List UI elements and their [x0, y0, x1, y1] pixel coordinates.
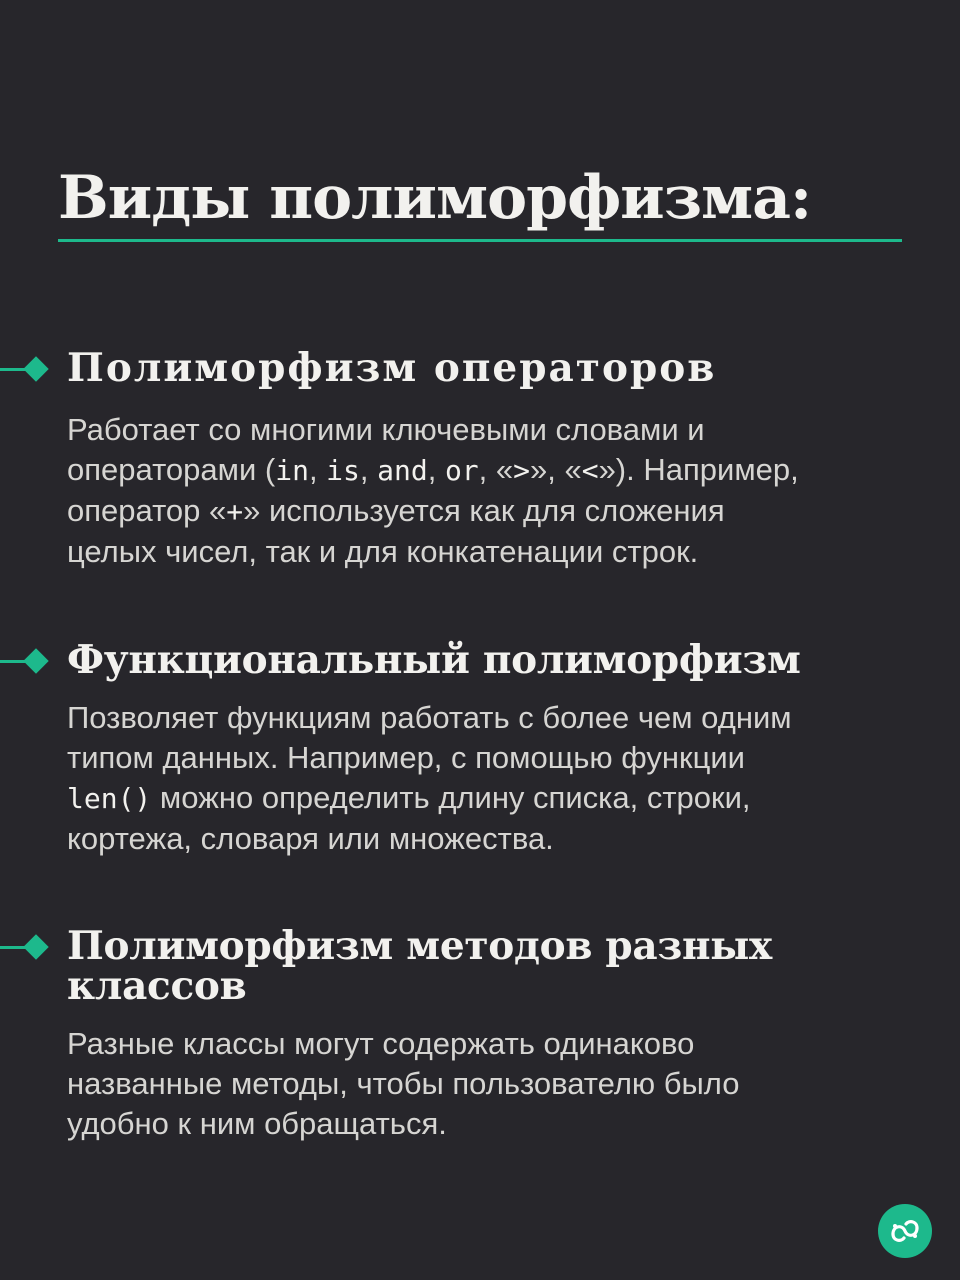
diamond-bullet-icon: [0, 648, 50, 674]
diamond-bullet-icon: [0, 934, 50, 960]
body-line: [67, 491, 937, 532]
body-line: [67, 778, 937, 819]
code-function-len: len(): [67, 782, 152, 815]
body-line: [67, 450, 937, 491]
page-title: Виды полиморфизма:: [58, 163, 812, 233]
body-line: Позволяет функциям работать с более чем одним: [67, 700, 792, 735]
infinity-logo-icon: [878, 1204, 932, 1258]
section-body: [67, 698, 937, 859]
section-title-line: Полиморфизм методов разных: [67, 923, 772, 969]
body-line: названные методы, чтобы пользователю было: [67, 1066, 740, 1101]
body-line: целых чисел, так и для конкатенации строк.: [67, 534, 699, 569]
code-keyword-in: in: [275, 454, 309, 487]
body-text: ,: [308, 452, 327, 487]
code-operator-plus: +: [226, 495, 244, 528]
section-title: [67, 923, 772, 1009]
section-body: [67, 1024, 937, 1144]
body-text: можно определить длину списка, строки,: [151, 780, 751, 815]
section-title: Функциональный полиморфизм: [67, 637, 801, 683]
body-line: типом данных. Например, с помощью функции: [67, 740, 745, 775]
section-title-text: Полиморфизм операторов: [67, 345, 717, 391]
body-text: , «: [478, 452, 514, 487]
body-line: Разные классы могут содержать одинаково: [67, 1026, 695, 1061]
code-keyword-or: or: [444, 454, 479, 487]
section-body: [67, 410, 937, 572]
body-text: »). Например,: [598, 452, 799, 487]
code-keyword-is: is: [326, 454, 360, 487]
body-text: операторами (: [67, 452, 276, 487]
body-text: ,: [359, 452, 378, 487]
title-underline: [58, 239, 902, 242]
code-operator-lt: <: [581, 454, 599, 487]
body-line: кортежа, словаря или множества.: [67, 821, 554, 856]
diamond-bullet-icon: [0, 356, 50, 382]
body-line: Работает со многими ключевыми словами и: [67, 412, 705, 447]
section-title-line: классов: [67, 963, 247, 1009]
section-title: [67, 345, 717, 391]
code-keyword-and: and: [377, 454, 428, 487]
body-text: ,: [427, 452, 445, 487]
code-operator-gt: >: [513, 454, 530, 487]
body-line: удобно к ним обращаться.: [67, 1106, 447, 1141]
body-text: оператор «: [67, 493, 227, 528]
body-text: », «: [529, 452, 582, 487]
body-text: » используется как для сложения: [243, 493, 725, 528]
